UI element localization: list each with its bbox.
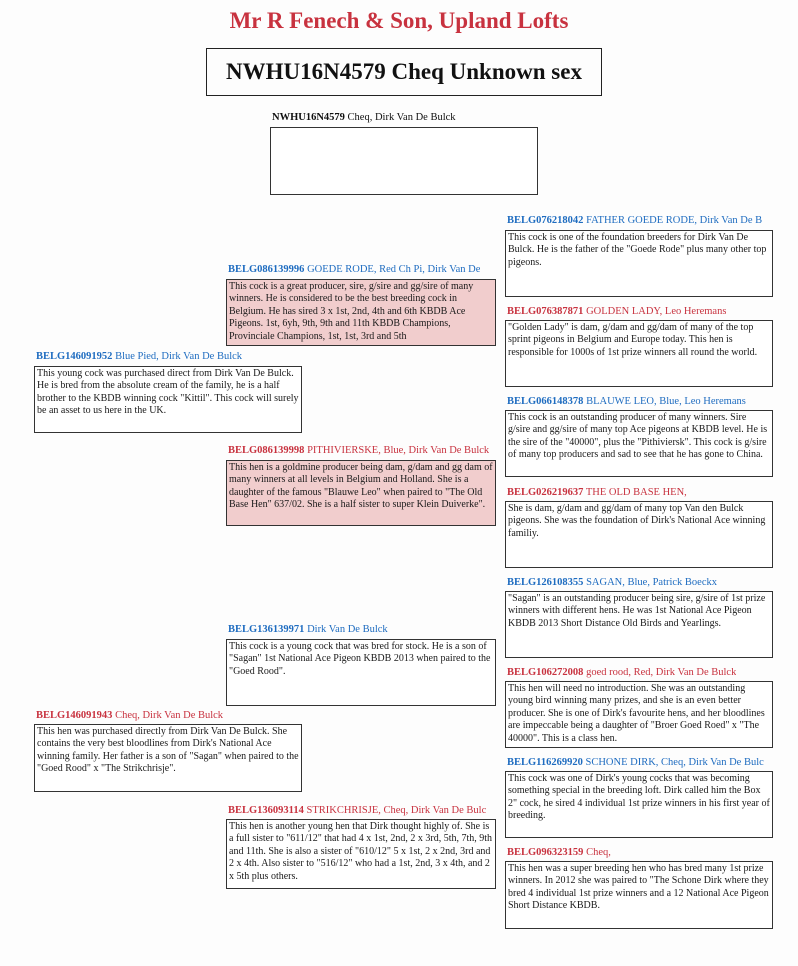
pigeon-header xyxy=(36,710,223,721)
pigeon-header xyxy=(507,215,762,226)
pigeon-description: STRIKCHRISJE, Cheq, Dirk Van De Bulc xyxy=(303,805,487,816)
pigeon-notes-box: This young cock was purchased direct from Dirk Van De Bulck. He is bred from the absolute cream of the family, he is a half brother to the KBDB winning cock "Kittil". This cock will surely be an asset to us here in the UK. xyxy=(34,366,302,433)
pigeon-header xyxy=(507,487,687,498)
pigeon-notes-box: This cock is an outstanding producer of many winners. Sire g/sire and gg/sire of many top Ace pigeons at KBDB level. He is the sire of the "40000", plus the "Pithiviersk". This cock is g/sire of many top producers and sad to see that he has gone to China. xyxy=(505,410,773,477)
pigeon-header xyxy=(272,112,456,123)
ring-number: BELG086139998 xyxy=(228,445,305,456)
pigeon-notes-box: "Golden Lady" is dam, g/dam and gg/dam of many of the top sprint pigeons in Belgium and Europe today. This hen is responsible for 1000s of 1st prize winners all round the world. xyxy=(505,320,773,387)
pigeon-header xyxy=(228,264,480,275)
pigeon-notes-box: This hen was purchased directly from Dirk Van De Bulck. She contains the very best bloodlines from Dirk's National Ace winning family. Her father is a son of "Sagan" when paired to the "Goed Rood" x "The Strikchrisje". xyxy=(34,724,302,792)
pigeon-notes-box: This cock is a young cock that was bred for stock. He is a son of "Sagan" 1st National Ace Pigeon KBDB 2013 when paired to the "Goed Rood". xyxy=(226,639,496,706)
ring-number: BELG136093114 xyxy=(228,805,304,816)
ring-number: BELG116269920 xyxy=(507,757,583,768)
pigeon-description: FATHER GOEDE RODE, Dirk Van De B xyxy=(583,215,763,226)
subject-title-box xyxy=(206,48,602,96)
pigeon-description: Cheq, xyxy=(583,847,611,858)
pigeon-notes-box: "Sagan" is an outstanding producer being sire, g/sire of 1st prize winners with different hens. He was 1st National Ace Pigeon KBDB 2013 Short Distance Old Birds and Yearlings. xyxy=(505,591,773,658)
pigeon-header xyxy=(507,667,736,678)
pigeon-description: Cheq, Dirk Van De Bulck xyxy=(344,112,456,123)
pigeon-header xyxy=(228,624,388,635)
pigeon-description: BLAUWE LEO, Blue, Leo Heremans xyxy=(583,396,746,407)
pigeon-description: Cheq, Dirk Van De Bulck xyxy=(112,710,224,721)
pigeon-description: Dirk Van De Bulck xyxy=(304,624,388,635)
pigeon-description: THE OLD BASE HEN, xyxy=(583,487,687,498)
pigeon-header xyxy=(507,577,717,588)
pigeon-header xyxy=(36,351,242,362)
ring-number: BELG076218042 xyxy=(507,215,584,226)
pigeon-description: SCHONE DIRK, Cheq, Dirk Van De Bulc xyxy=(582,757,764,768)
pigeon-description: GOLDEN LADY, Leo Heremans xyxy=(583,306,727,317)
pigeon-header xyxy=(507,396,746,407)
ring-number: BELG146091952 xyxy=(36,351,113,362)
pigeon-notes-box: This cock was one of Dirk's young cocks that was becoming something special in the breeding loft. Dirk called him the Box 2" cock, he sired 4 individual 1st prize winners in his first year of breeding. xyxy=(505,771,773,838)
pigeon-notes-box: This hen is another young hen that Dirk thought highly of. She is a full sister to "611/12" that had 4 x 1st, 2nd, 2 x 3rd, 5th, 7th, 9th and 11th. She is also a sister of "610/12" 5 x 1st, 2 x 2nd, 3rd and 2 x 4th. Also sister to "516/12" who had a 1st, 2nd, 3 x 4th, and 2 x 5th plus others. xyxy=(226,819,496,889)
pigeon-notes-box xyxy=(270,127,538,195)
pigeon-description: SAGAN, Blue, Patrick Boeckx xyxy=(583,577,718,588)
pigeon-header xyxy=(228,445,489,456)
ring-number: BELG126108355 xyxy=(507,577,584,588)
ring-number: BELG076387871 xyxy=(507,306,584,317)
pigeon-header xyxy=(228,805,486,816)
pigeon-notes-box: This cock is one of the foundation breeders for Dirk Van De Bulck. He is the father of the "Goede Rode" plus many other top pigeons. xyxy=(505,230,773,297)
pigeon-header xyxy=(507,757,764,768)
loft-title: Mr R Fenech & Son, Upland Lofts xyxy=(229,8,569,33)
ring-number: BELG026219637 xyxy=(507,487,584,498)
ring-number: BELG106272008 xyxy=(507,667,584,678)
pigeon-notes-box: She is dam, g/dam and gg/dam of many top Van den Bulck pigeons. She was the foundation of Dirk's National Ace winning familiy. xyxy=(505,501,773,568)
ring-number: BELG066148378 xyxy=(507,396,584,407)
pigeon-notes-box: This cock is a great producer, sire, g/sire and gg/sire of many winners. He is considered to be the best breeding cock in Belgium. He has sired 3 x 1st, 2nd, 4th and 6th KBDB Ace Pigeons. 1st, 6yh, 9th, 9th and 11th KBDB Champions, Provinciale Champions, 1st, 1st, 3rd and 5th xyxy=(226,279,496,346)
pigeon-description: PITHIVIERSKE, Blue, Dirk Van De Bulck xyxy=(304,445,490,456)
pigeon-header xyxy=(507,847,611,858)
pigeon-description: GOEDE RODE, Red Ch Pi, Dirk Van De xyxy=(304,264,481,275)
pigeon-header xyxy=(507,306,726,317)
pigeon-notes-box: This hen is a goldmine producer being dam, g/dam and gg dam of many winners at all levels in Belgium and Holland. She is a daughter of the famous "Blauwe Leo" when paired to "The Old Base Hen" 637/02. She is a half sister to super Klein Duiverke". xyxy=(226,460,496,526)
ring-number: BELG086139996 xyxy=(228,264,305,275)
pigeon-notes-box: This hen was a super breeding hen who has bred many 1st prize winners. In 2012 she was paired to "The Schone Dirk where they bred 4 individual 1st prize winners and a 12 National Ace Pigeon Short Distance KBDB. xyxy=(505,861,773,929)
ring-number: BELG136139971 xyxy=(228,624,305,635)
pigeon-description: Blue Pied, Dirk Van De Bulck xyxy=(112,351,243,362)
pigeon-description: goed rood, Red, Dirk Van De Bulck xyxy=(583,667,737,678)
ring-number: NWHU16N4579 xyxy=(272,112,345,123)
subject-title: NWHU16N4579 Cheq Unknown sex xyxy=(226,59,582,84)
ring-number: BELG146091943 xyxy=(36,710,113,721)
ring-number: BELG096323159 xyxy=(507,847,584,858)
pigeon-notes-box: This hen will need no introduction. She was an outstanding young bird winning many prizes, and she is an even better producer. She is one of Dirk's favourite hens, and her bloodlines are impeccable being a daughter of "Broer Goed Roed" x "The 40000". This is a class hen. xyxy=(505,681,773,748)
